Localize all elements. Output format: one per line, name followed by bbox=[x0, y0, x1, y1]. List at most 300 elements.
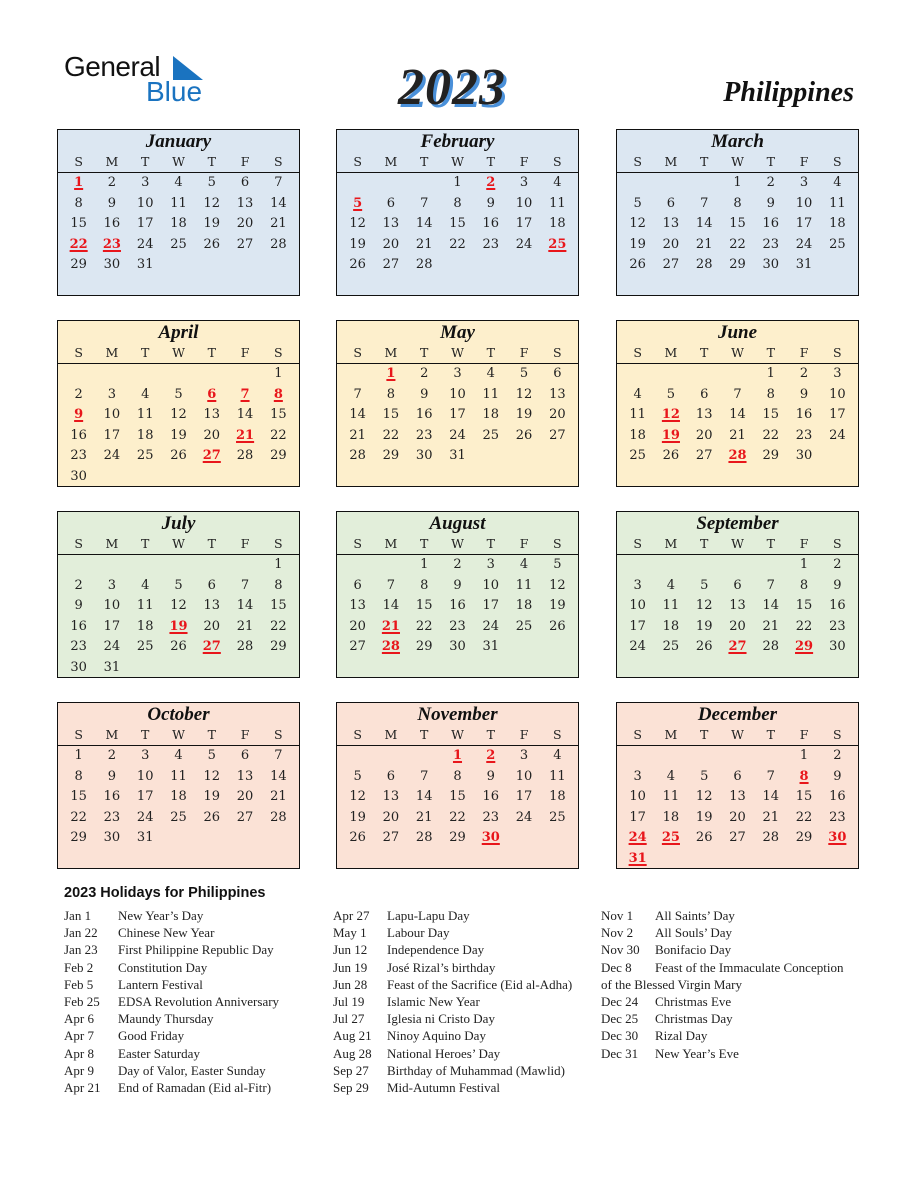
days-grid bbox=[617, 746, 858, 870]
day-cell: 27 bbox=[349, 639, 366, 655]
days-grid bbox=[58, 746, 299, 849]
holiday-name: Bonifacio Day bbox=[655, 942, 732, 958]
day-cell: 20 bbox=[695, 427, 713, 443]
day-cell: 13 bbox=[349, 598, 366, 614]
empty-cell bbox=[162, 555, 195, 576]
day-cell: 28 bbox=[270, 236, 287, 252]
day-cell: 8 bbox=[799, 577, 809, 593]
empty-cell bbox=[195, 555, 228, 576]
weekday-label: S bbox=[353, 536, 362, 551]
day-cell: 28 bbox=[695, 257, 713, 273]
weekday-header bbox=[617, 343, 858, 364]
weekday-label: F bbox=[799, 536, 809, 551]
holiday-name: National Heroes’ Day bbox=[387, 1045, 501, 1061]
holiday-day-cell: 27 bbox=[202, 639, 221, 655]
day-cell: 28 bbox=[349, 448, 366, 464]
day-cell: 31 bbox=[482, 639, 500, 655]
holiday-entry bbox=[64, 976, 279, 993]
day-cell: 22 bbox=[382, 427, 400, 443]
holiday-name: Christmas Day bbox=[655, 1011, 733, 1027]
day-cell: 1 bbox=[274, 557, 283, 572]
day-cell: 12 bbox=[695, 789, 713, 805]
weekday-label: S bbox=[633, 536, 642, 551]
day-cell: 18 bbox=[629, 427, 646, 443]
day-cell: 17 bbox=[829, 407, 846, 423]
weekday-label: W bbox=[172, 345, 185, 360]
holiday-date: Apr 7 bbox=[64, 1028, 94, 1044]
day-cell: 17 bbox=[449, 407, 466, 423]
days-grid bbox=[337, 364, 578, 467]
day-cell: 21 bbox=[762, 809, 780, 825]
day-cell: 7 bbox=[274, 748, 283, 763]
day-cell: 16 bbox=[795, 407, 813, 423]
holiday-name: Maundy Thursday bbox=[118, 1011, 214, 1027]
day-cell: 21 bbox=[762, 618, 780, 634]
empty-cell bbox=[621, 364, 654, 385]
weekday-label: W bbox=[172, 154, 185, 169]
weekday-label: S bbox=[274, 154, 283, 169]
weekday-label: M bbox=[664, 154, 678, 169]
day-cell: 14 bbox=[270, 768, 287, 784]
day-cell: 26 bbox=[695, 639, 713, 655]
empty-cell bbox=[228, 555, 261, 576]
days-grid bbox=[58, 555, 299, 679]
holiday-date: Aug 21 bbox=[333, 1028, 372, 1044]
holiday-name: Independence Day bbox=[387, 942, 485, 958]
day-cell: 18 bbox=[136, 427, 154, 443]
weekday-label: T bbox=[486, 727, 495, 742]
holiday-day-cell: 21 bbox=[236, 427, 255, 443]
holidays-column bbox=[333, 907, 572, 1096]
day-cell: 3 bbox=[519, 748, 529, 763]
day-cell: 1 bbox=[799, 748, 809, 763]
day-cell: 13 bbox=[382, 789, 400, 805]
day-cell: 8 bbox=[733, 195, 742, 211]
weekday-label: S bbox=[353, 727, 362, 742]
holiday-date: Jan 23 bbox=[64, 942, 98, 958]
day-cell: 3 bbox=[107, 386, 117, 402]
day-cell: 12 bbox=[203, 768, 221, 784]
holiday-day-cell: 28 bbox=[728, 448, 747, 464]
day-cell: 20 bbox=[236, 216, 254, 232]
day-cell: 14 bbox=[236, 598, 254, 614]
day-cell: 20 bbox=[236, 789, 254, 805]
days-grid bbox=[337, 555, 578, 658]
holiday-date: Jul 19 bbox=[333, 993, 365, 1009]
holiday-entry bbox=[601, 976, 843, 993]
day-cell: 24 bbox=[136, 809, 154, 825]
day-cell: 6 bbox=[240, 175, 250, 190]
holiday-date: Sep 27 bbox=[333, 1062, 369, 1078]
empty-cell bbox=[621, 173, 654, 194]
day-cell: 25 bbox=[662, 639, 680, 655]
day-cell: 10 bbox=[136, 195, 154, 211]
holiday-entry bbox=[333, 941, 572, 958]
day-cell: 1 bbox=[766, 366, 775, 381]
weekday-label: S bbox=[833, 536, 842, 551]
day-cell: 3 bbox=[453, 366, 462, 381]
day-cell: 26 bbox=[515, 427, 533, 443]
holiday-entry bbox=[64, 941, 279, 958]
holiday-entry bbox=[601, 1010, 843, 1027]
day-cell: 4 bbox=[833, 175, 842, 190]
day-cell: 20 bbox=[549, 407, 566, 423]
empty-cell bbox=[408, 746, 441, 767]
weekday-label: M bbox=[384, 345, 398, 360]
holiday-name: of the Blessed Virgin Mary bbox=[601, 976, 743, 992]
day-cell: 12 bbox=[170, 407, 187, 423]
day-cell: 20 bbox=[729, 618, 746, 634]
day-cell: 8 bbox=[386, 386, 396, 402]
day-cell: 27 bbox=[549, 427, 566, 443]
holiday-name: Good Friday bbox=[118, 1028, 185, 1044]
month-title: April bbox=[158, 322, 199, 343]
holiday-day-cell: 30 bbox=[481, 830, 500, 846]
day-cell: 29 bbox=[762, 448, 780, 464]
day-cell: 19 bbox=[203, 789, 221, 805]
day-cell: 14 bbox=[236, 407, 254, 423]
weekday-label: T bbox=[486, 536, 495, 551]
day-cell: 20 bbox=[382, 809, 400, 825]
holiday-day-cell: 25 bbox=[661, 830, 680, 846]
month-march bbox=[616, 129, 859, 296]
day-cell: 22 bbox=[449, 809, 466, 825]
day-cell: 14 bbox=[762, 598, 780, 614]
holiday-entry bbox=[333, 1010, 572, 1027]
empty-cell bbox=[654, 173, 687, 194]
weekday-label: M bbox=[105, 345, 119, 360]
day-cell: 6 bbox=[353, 577, 362, 593]
day-cell: 16 bbox=[449, 598, 466, 614]
weekday-label: S bbox=[553, 536, 562, 551]
weekday-label: M bbox=[105, 536, 119, 551]
empty-cell bbox=[721, 746, 754, 767]
day-cell: 20 bbox=[662, 236, 680, 252]
day-cell: 18 bbox=[482, 407, 500, 423]
day-cell: 9 bbox=[453, 577, 462, 593]
holiday-entry bbox=[333, 1062, 572, 1079]
day-cell: 12 bbox=[349, 789, 366, 805]
day-cell: 15 bbox=[270, 407, 287, 423]
day-cell: 10 bbox=[629, 598, 646, 614]
day-cell: 28 bbox=[762, 639, 780, 655]
day-cell: 1 bbox=[74, 748, 83, 763]
day-cell: 7 bbox=[240, 577, 250, 593]
empty-cell bbox=[721, 555, 754, 576]
day-cell: 29 bbox=[449, 830, 466, 846]
day-cell: 23 bbox=[829, 618, 846, 634]
day-cell: 22 bbox=[270, 427, 287, 443]
days-grid bbox=[617, 364, 858, 467]
day-cell: 29 bbox=[382, 448, 400, 464]
weekday-label: T bbox=[420, 727, 429, 742]
month-title: January bbox=[145, 131, 212, 152]
weekday-label: F bbox=[519, 345, 529, 360]
day-cell: 19 bbox=[170, 427, 187, 443]
weekday-label: T bbox=[766, 727, 775, 742]
day-cell: 4 bbox=[666, 768, 676, 784]
day-cell: 24 bbox=[103, 448, 121, 464]
day-cell: 8 bbox=[420, 577, 429, 593]
holiday-date: Nov 1 bbox=[601, 908, 634, 923]
weekday-label: W bbox=[451, 536, 464, 551]
day-cell: 8 bbox=[74, 768, 83, 784]
day-cell: 11 bbox=[549, 195, 566, 211]
day-cell: 28 bbox=[415, 257, 433, 273]
day-cell: 5 bbox=[700, 768, 709, 784]
weekday-label: T bbox=[766, 345, 775, 360]
day-cell: 28 bbox=[236, 448, 254, 464]
holiday-name: Iglesia ni Cristo Day bbox=[387, 1011, 495, 1027]
weekday-header bbox=[58, 343, 299, 364]
day-cell: 29 bbox=[270, 639, 287, 655]
month-january bbox=[57, 129, 300, 296]
day-cell: 7 bbox=[353, 386, 362, 402]
empty-cell bbox=[195, 364, 228, 385]
day-cell: 8 bbox=[766, 386, 775, 402]
day-cell: 18 bbox=[170, 216, 187, 232]
day-cell: 14 bbox=[415, 789, 433, 805]
day-cell: 23 bbox=[70, 639, 87, 655]
day-cell: 18 bbox=[662, 618, 680, 634]
day-cell: 12 bbox=[695, 598, 713, 614]
day-cell: 16 bbox=[762, 216, 780, 232]
day-cell: 7 bbox=[766, 768, 775, 784]
day-cell: 25 bbox=[170, 236, 187, 252]
day-cell: 4 bbox=[553, 748, 562, 763]
month-title: August bbox=[429, 513, 486, 534]
day-cell: 19 bbox=[349, 236, 366, 252]
month-october bbox=[57, 702, 300, 869]
weekday-label: S bbox=[553, 154, 562, 169]
day-cell: 5 bbox=[666, 386, 676, 402]
day-cell: 7 bbox=[420, 768, 429, 784]
day-cell: 9 bbox=[420, 386, 429, 402]
empty-cell bbox=[341, 555, 374, 576]
day-cell: 25 bbox=[136, 448, 154, 464]
weekday-label: T bbox=[207, 727, 216, 742]
weekday-label: F bbox=[240, 536, 250, 551]
day-cell: 25 bbox=[829, 236, 846, 252]
day-cell: 29 bbox=[729, 257, 746, 273]
month-title: December bbox=[697, 704, 778, 725]
day-cell: 9 bbox=[833, 768, 842, 784]
day-cell: 19 bbox=[695, 809, 713, 825]
empty-cell bbox=[162, 364, 195, 385]
holiday-entry bbox=[64, 1079, 279, 1096]
day-cell: 25 bbox=[549, 809, 566, 825]
day-cell: 25 bbox=[170, 809, 187, 825]
holiday-entry bbox=[64, 1062, 279, 1079]
day-cell: 21 bbox=[415, 809, 433, 825]
holiday-day-cell: 5 bbox=[353, 195, 363, 211]
holiday-day-cell: 24 bbox=[628, 830, 647, 846]
holiday-date: Sep 29 bbox=[333, 1079, 369, 1095]
day-cell: 12 bbox=[203, 195, 221, 211]
day-cell: 19 bbox=[629, 236, 646, 252]
day-cell: 9 bbox=[74, 598, 83, 614]
weekday-label: M bbox=[384, 154, 398, 169]
day-cell: 11 bbox=[662, 789, 680, 805]
holiday-entry bbox=[64, 1010, 279, 1027]
empty-cell bbox=[408, 173, 441, 194]
day-cell: 6 bbox=[207, 577, 216, 593]
day-cell: 17 bbox=[629, 618, 646, 634]
day-cell: 14 bbox=[270, 195, 287, 211]
day-cell: 6 bbox=[386, 195, 396, 211]
day-cell: 18 bbox=[829, 216, 846, 232]
day-cell: 24 bbox=[515, 809, 533, 825]
holiday-date: Aug 28 bbox=[333, 1045, 372, 1061]
day-cell: 21 bbox=[236, 618, 254, 634]
empty-cell bbox=[688, 364, 721, 385]
holiday-day-cell: 7 bbox=[240, 386, 250, 402]
day-cell: 22 bbox=[762, 427, 780, 443]
holiday-day-cell: 1 bbox=[386, 366, 396, 381]
month-may bbox=[336, 320, 579, 487]
day-cell: 18 bbox=[515, 598, 533, 614]
holiday-name: Lantern Festival bbox=[118, 976, 203, 992]
holiday-day-cell: 31 bbox=[628, 850, 647, 866]
day-cell: 17 bbox=[515, 216, 533, 232]
weekday-label: T bbox=[700, 345, 709, 360]
day-cell: 4 bbox=[553, 175, 562, 190]
day-cell: 13 bbox=[729, 789, 746, 805]
holiday-name: Rizal Day bbox=[655, 1028, 708, 1044]
holiday-day-cell: 1 bbox=[74, 175, 84, 190]
day-cell: 27 bbox=[729, 830, 746, 846]
day-cell: 9 bbox=[766, 195, 775, 211]
day-cell: 26 bbox=[349, 257, 366, 273]
day-cell: 4 bbox=[633, 386, 642, 402]
month-title: November bbox=[417, 704, 498, 725]
day-cell: 5 bbox=[207, 748, 216, 763]
day-cell: 26 bbox=[203, 809, 221, 825]
holiday-name: Mid-Autumn Festival bbox=[387, 1079, 501, 1095]
day-cell: 5 bbox=[174, 386, 183, 402]
weekday-label: T bbox=[700, 154, 709, 169]
day-cell: 13 bbox=[549, 386, 566, 402]
day-cell: 22 bbox=[415, 618, 433, 634]
holiday-entry bbox=[333, 976, 572, 993]
holiday-day-cell: 12 bbox=[661, 407, 680, 423]
day-cell: 22 bbox=[449, 236, 466, 252]
day-cell: 26 bbox=[629, 257, 646, 273]
day-cell: 6 bbox=[733, 768, 742, 784]
month-december bbox=[616, 702, 859, 869]
day-cell: 17 bbox=[629, 809, 646, 825]
day-cell: 22 bbox=[729, 236, 746, 252]
holiday-name: Islamic New Year bbox=[387, 993, 480, 1009]
holiday-day-cell: 9 bbox=[74, 407, 84, 423]
holiday-entry bbox=[601, 907, 843, 924]
weekday-label: F bbox=[519, 536, 529, 551]
day-cell: 27 bbox=[236, 809, 254, 825]
day-cell: 12 bbox=[349, 216, 366, 232]
day-cell: 18 bbox=[549, 789, 566, 805]
day-cell: 10 bbox=[829, 386, 846, 402]
day-cell: 16 bbox=[482, 789, 500, 805]
month-title: July bbox=[161, 513, 196, 534]
day-cell: 15 bbox=[762, 407, 780, 423]
holiday-date: Jul 27 bbox=[333, 1011, 365, 1027]
holiday-name: Feast of the Immaculate Conception bbox=[655, 959, 844, 975]
day-cell: 15 bbox=[415, 598, 433, 614]
day-cell: 25 bbox=[482, 427, 500, 443]
day-cell: 3 bbox=[141, 175, 150, 190]
day-cell: 6 bbox=[553, 366, 562, 381]
day-cell: 22 bbox=[70, 809, 87, 825]
day-cell: 10 bbox=[136, 768, 154, 784]
logo-text-blue: Blue bbox=[146, 76, 203, 107]
day-cell: 15 bbox=[70, 216, 87, 232]
day-cell: 28 bbox=[236, 639, 254, 655]
holiday-day-cell: 28 bbox=[381, 639, 400, 655]
day-cell: 12 bbox=[629, 216, 646, 232]
day-cell: 4 bbox=[519, 557, 529, 572]
weekday-header bbox=[337, 343, 578, 364]
empty-cell bbox=[129, 555, 162, 576]
day-cell: 8 bbox=[74, 195, 83, 211]
day-cell: 22 bbox=[795, 809, 813, 825]
day-cell: 13 bbox=[382, 216, 400, 232]
empty-cell bbox=[654, 746, 687, 767]
day-cell: 5 bbox=[700, 577, 709, 593]
day-cell: 23 bbox=[415, 427, 433, 443]
day-cell: 8 bbox=[274, 577, 283, 593]
day-cell: 22 bbox=[795, 618, 813, 634]
day-cell: 17 bbox=[795, 216, 813, 232]
holiday-date: Apr 9 bbox=[64, 1062, 94, 1078]
day-cell: 17 bbox=[515, 789, 533, 805]
day-cell: 31 bbox=[103, 659, 121, 675]
day-cell: 25 bbox=[629, 448, 646, 464]
day-cell: 20 bbox=[203, 618, 221, 634]
month-title: June bbox=[717, 322, 758, 343]
day-cell: 3 bbox=[519, 175, 529, 190]
day-cell: 6 bbox=[240, 748, 250, 763]
day-cell: 6 bbox=[386, 768, 396, 784]
empty-cell bbox=[688, 746, 721, 767]
weekday-label: M bbox=[384, 536, 398, 551]
day-cell: 5 bbox=[519, 366, 529, 381]
day-cell: 30 bbox=[103, 257, 121, 273]
day-cell: 4 bbox=[174, 175, 183, 190]
weekday-label: T bbox=[766, 154, 775, 169]
day-cell: 27 bbox=[382, 257, 400, 273]
weekday-header bbox=[58, 725, 299, 746]
day-cell: 14 bbox=[729, 407, 746, 423]
holiday-date: Apr 8 bbox=[64, 1045, 94, 1061]
day-cell: 16 bbox=[70, 427, 87, 443]
holiday-name: Christmas Eve bbox=[655, 993, 732, 1009]
day-cell: 15 bbox=[270, 598, 287, 614]
day-cell: 10 bbox=[795, 195, 813, 211]
holiday-entry bbox=[601, 941, 843, 958]
weekday-label: F bbox=[240, 345, 250, 360]
day-cell: 17 bbox=[103, 618, 121, 634]
empty-cell bbox=[341, 173, 374, 194]
holiday-day-cell: 30 bbox=[828, 830, 847, 846]
day-cell: 3 bbox=[799, 175, 809, 190]
day-cell: 25 bbox=[515, 618, 533, 634]
day-cell: 30 bbox=[415, 448, 433, 464]
weekday-label: W bbox=[731, 154, 744, 169]
empty-cell bbox=[688, 173, 721, 194]
day-cell: 19 bbox=[203, 216, 221, 232]
holiday-entry bbox=[601, 993, 843, 1010]
month-august bbox=[336, 511, 579, 678]
